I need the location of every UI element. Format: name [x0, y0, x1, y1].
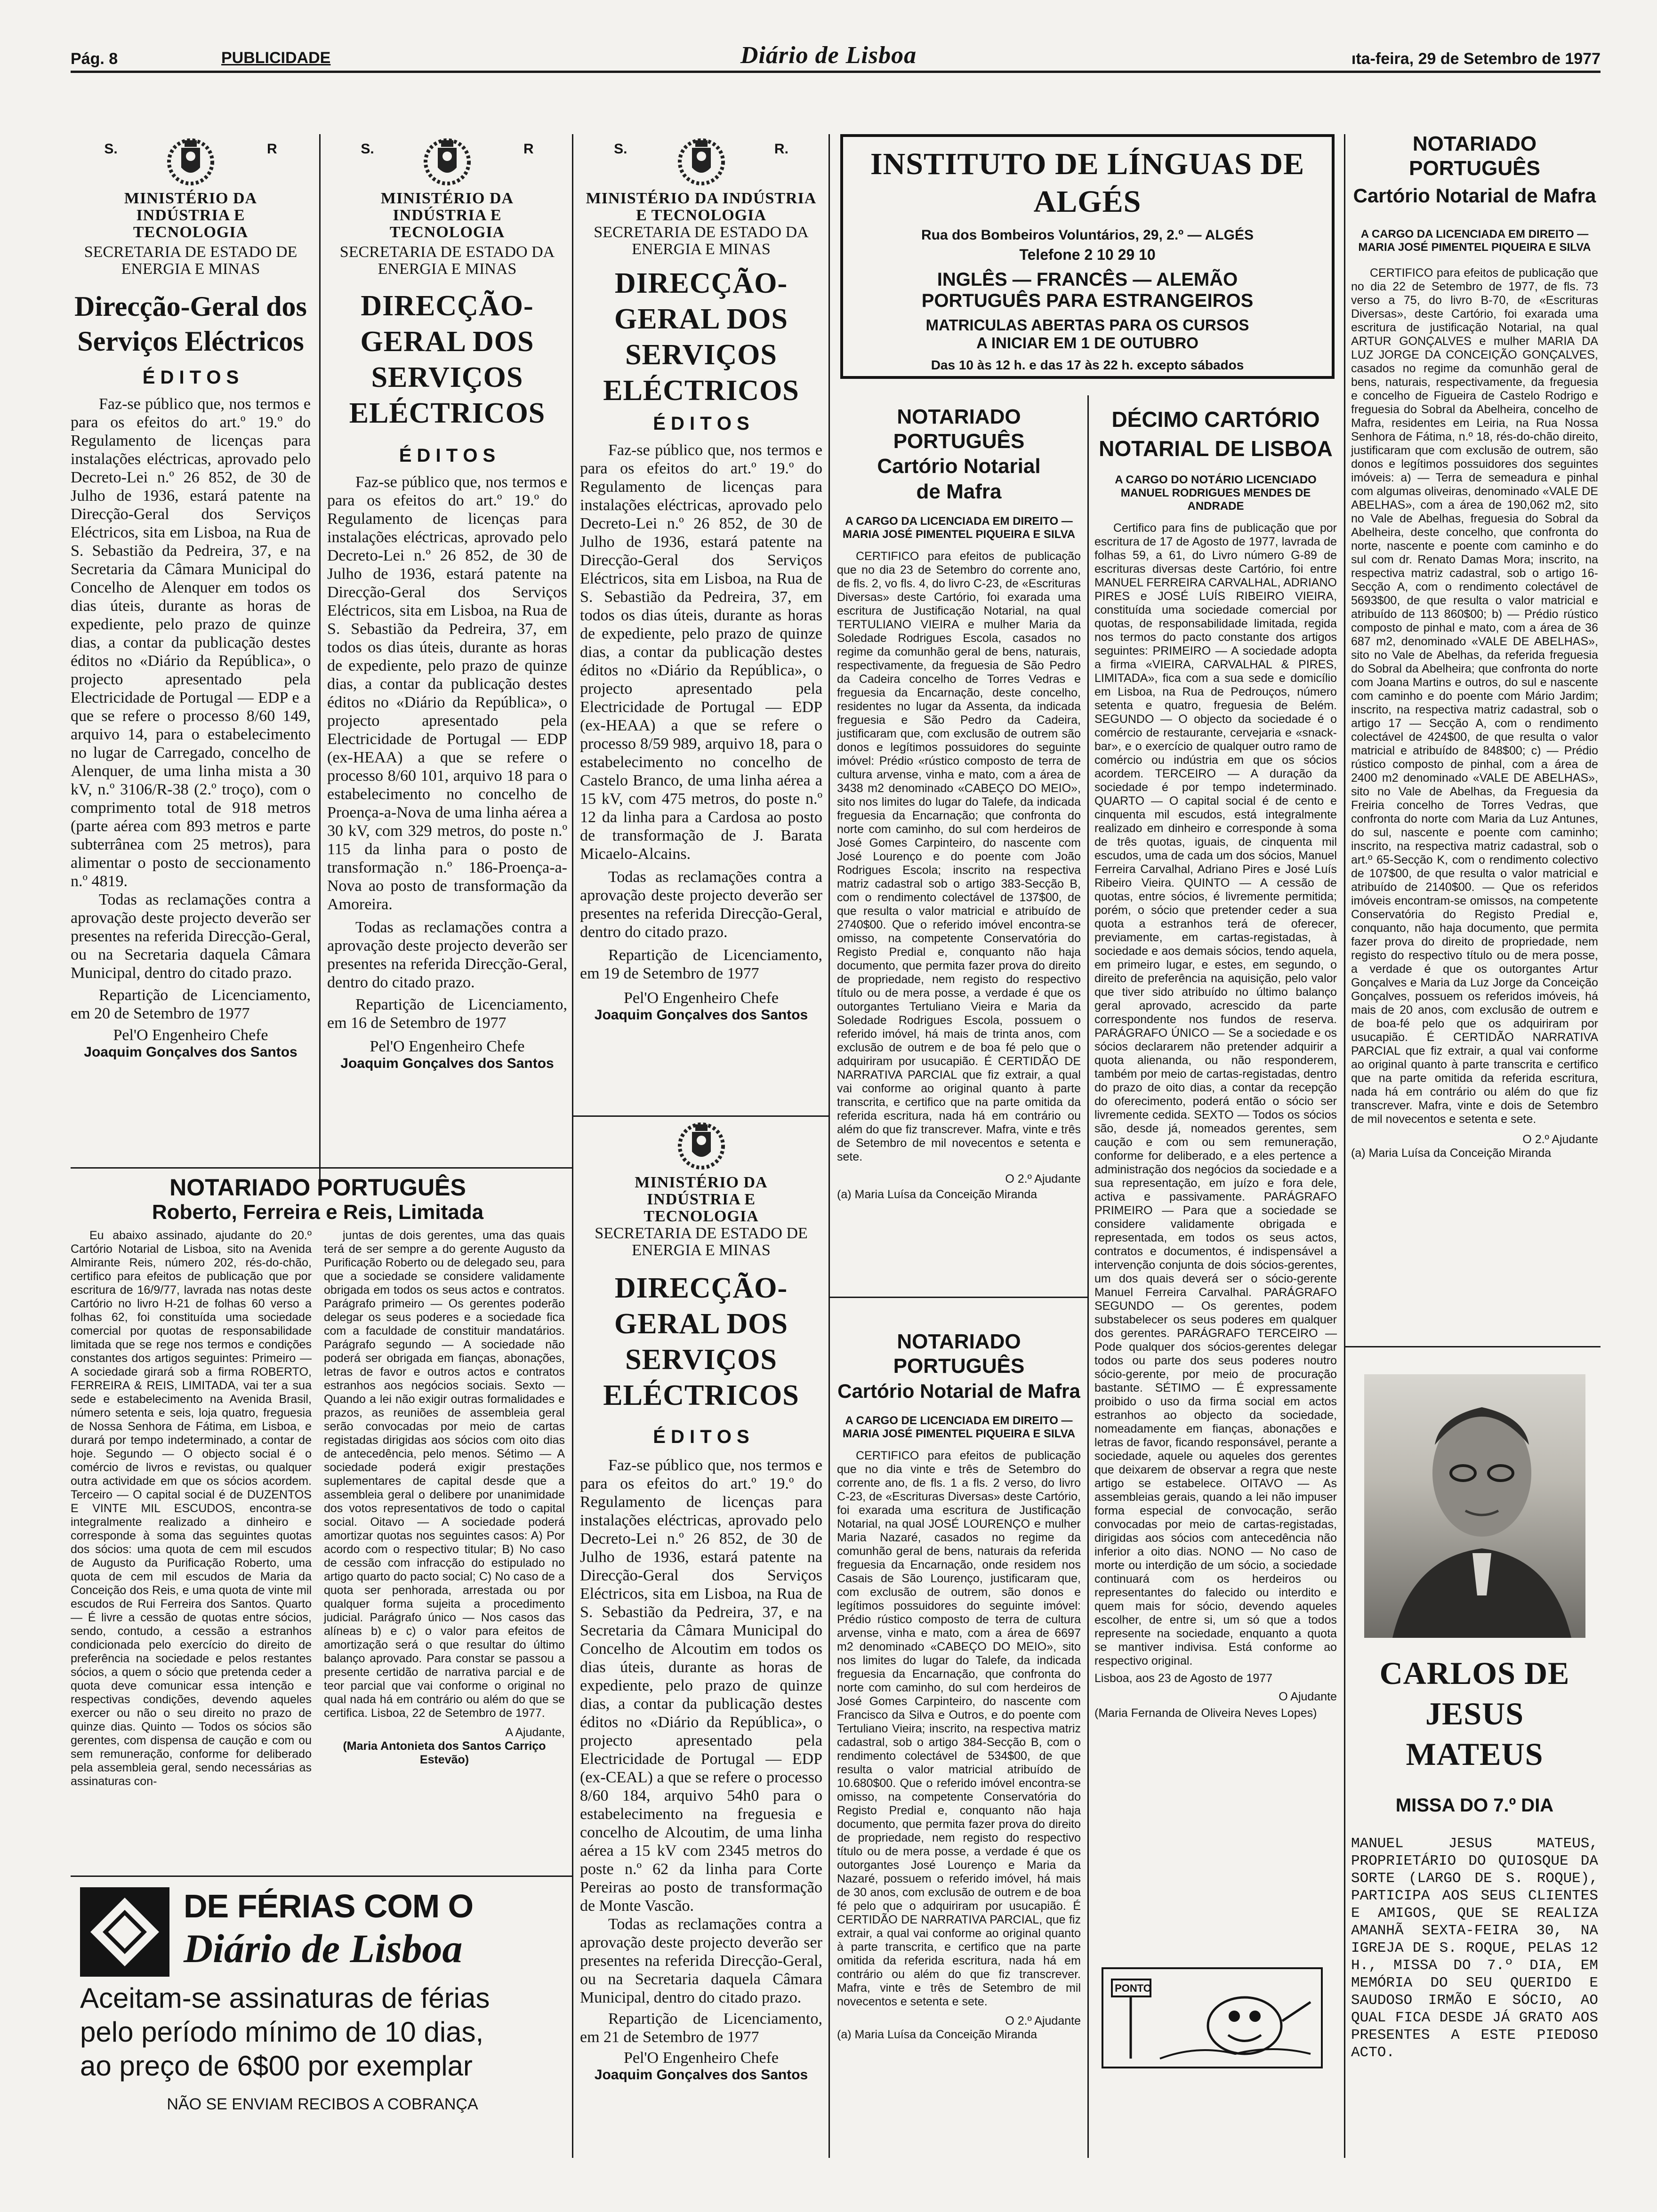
cartorio-header: DÉCIMO CARTÓRIO — [1111, 407, 1320, 432]
ferias-line5: ao preço de 6$00 por exemplar — [80, 2050, 473, 2082]
cargo-line: A CARGO DA LICENCIADA EM DIREITO — MARIA JOSÉ PIMENTEL PIQUEIRA E SILVA — [1358, 228, 1591, 254]
decimo-signer: (Maria Fernanda de Oliveira Neves Lopes) — [1094, 1707, 1317, 1720]
secretaria-name: SECRETARIA DE ESTADO DA ENERGIA E MINAS — [339, 243, 555, 278]
issue-date: ıta-feira, 29 de Setembro de 1977 — [1351, 50, 1601, 68]
crest-letters: S. R — [104, 141, 277, 157]
ferias-line1: DE FÉRIAS COM O — [184, 1888, 474, 1924]
editos-heading: É D I T O S — [653, 1427, 749, 1447]
roberto-signer: (Maria Antonieta dos Santos Carriço Estevão) — [343, 1739, 546, 1766]
instituto-address: Rua dos Bombeiros Voluntários, 29, 2.º — ALGÉS — [921, 227, 1254, 243]
edito-signer: Joaquim Gonçalves dos Santos — [594, 2067, 808, 2083]
mafra-notice-2 — [837, 1330, 1081, 2042]
notariado-header: NOTARIADO PORTUGUÊS — [893, 1330, 1025, 1378]
column-rule — [1344, 134, 1345, 2158]
edito-body: Faz-se público que, nos termos e para os efeitos do art.º 19.º do Regulamento de licenças para instalações eléctricas, aprovado pelo Decreto-Lei n.º 26 852, de 30 de Julho de 1936, estará patente na Direcção-Geral dos Serviços Eléctricos, sita em Lisboa, na Rua de S. Sebastião da Pedreira, 37, em todos os dias úteis, durante as horas de expediente, pelo prazo de quinze dias, a contar da publicação destes éditos no «Diário da República», o projecto apresentado pela Electricidade de Portugal — EDP (ex-HEAA) a que se refere o processo 8/59 989, arquivo 18, para o estabelecimento no concelho de Castelo Branco, de uma linha aérea a 15 kV, com 475 metros, do poste n.º 12 da linha para a Cardosa ao posto de transformação de J. Barata Micaelo-Alcains. — [580, 441, 822, 863]
decimo-body: Certifico para fins de publicação que por escritura de 17 de Agosto de 1977, lavrada de folhas 59, a 61, do Livro número G-89 de escrituras diversas deste Cartório, foi entre MANUEL FERREIRA CARVALHAL, ADRIANO PIRES e JOSÉ LUÍS RIBEIRO VIEIRA, constituída uma sociedade comercial por quotas, de responsabilidade limitada, regida nos termos do pacto constante dos artigos seguintes: PRIMEIRO — A sociedade adopta a firma «VIEIRA, CARVALHAL & PIRES, LIMITADA», fica com a sua sede e domicílio em Lisboa, na Rua de Pedrouços, número setenta e quatro, freguesia de Belém. SEGUNDO — O objecto da sociedade é o comércio de restaurante, cervejaria e «snack-bar», e o exercício de qualquer outro ramo de comércio ou indústria em que os sócios acordem. TERCEIRO — A duração da sociedade é por tempo indeterminado. QUARTO — O capital social é de cento e cinquenta mil escudos, está integralmente realizado em dinheiro e corresponde à soma de três quotas, iguais, de cinquenta mil escudos, uma de cada um dos sócios, Manuel Ferreira Carvalhal, Adriano Pires e José Luís Ribeiro Vieira. QUINTO — A cessão de quotas, entre sócios, é livremente permitida; porém, o sócio que pretender ceder a sua quota a estranhos terá de oferecer, previamente, em cartas-registadas, à sociedade e aos demais sócios, tendo aquela, em primeiro lugar, e estes, em segundo, o direito de preferência na aquisição, pelo valor que tiver sido atribuído no último balanço geral aprovado, acrescido da parte correspondente nos fundos de reserva. PARÁGRAFO ÚNICO — Se a sociedade e os sócios declararem não pretender adquirir a quota alienanda, ou não responderem, também por meio de cartas-registadas, dentro do prazo de oito dias, a contar da recepção do oferecimento, poderá então o sócio ser livremente cedida. SEXTO — Todos os sócios são, desde já, nomeados gerentes, sem caução e com ou sem remuneração, conforme for deliberado, e a eles pertence a administração dos negócios da sociedade e a sua representação, em juízo e fora dele, activa e passivamente. PARÁGRAFO PRIMEIRO — Para que a sociedade se considere validamente obrigada e representada, em todos os seus actos, contratos e documentos, é indispensável a intervenção conjunta de dois sócios-gerentes, um dos quais deverá ser o sócio-gerente Manuel Ferreira Carvalhal. PARÁGRAFO SEGUNDO — Os gerentes, podem substabelecer os seus poderes em qualquer dos gerentes. PARÁGRAFO TERCEIRO — Pode qualquer dos sócios-gerentes delegar todos ou parte dos seus poderes noutro sócio-gerente, por meio de procuração bastante. SÉTIMO — É expressamente proibido o uso da firma social em actos estranhos ao objecto da sociedade, nomeadamente em fianças, abonações e letras de favor, ficando responsável, perante a sociedade, aquele ou aqueles dos gerentes que deixarem de observar a regra que neste artigo se estabelece. OITAVO — As assembleias gerais, quando a lei não impuser forma especial de convocação, serão convocadas por meio de cartas-registadas, dirigidas aos sócios com antecedência não inferior a oito dias. NONO — No caso de morte ou interdição de um sócio, a sociedade continuará com os herdeiros ou representantes do falecido ou interdito e quem mais for sócio, devendo aqueles escolher, de entre si, um só que a todos represente na sociedade, enquanto a quota se mantiver indivisa. Está conforme ao respectivo original. — [1094, 521, 1337, 1667]
editos-heading: É D I T O S — [399, 445, 496, 466]
notariado-header: NOTARIADO PORTUGUÊS — [169, 1174, 466, 1201]
mafra-body: CERTIFICO para efeitos de publicação que no dia vinte e três de Setembro do corrente ano, de fls. 1 a fls. 2 verso, do livro C-23, de «Escrituras Diversas» deste Cartório, foi exarada uma escritura de Justificação Notarial, na qual JOSÉ LOURENÇO e mulher Maria Nazaré, casados no regime da comunhão geral de bens, naturais da referida freguesia da Encarnação, onde residem nos Casais de São Lourenço, justificaram que, com exclusão de outrem, são donos e legítimos possuidores do seguinte imóvel: Prédio rústico composto de terra de cultura arvense, vinha e mato, com a área de 6697 m2 denominado «CABEÇO DO MEIO», sito nos limites do lugar do Talefe, da indicada freguesia da Encarnação, que confronta do norte com caminho, do sul com herdeiros de José Gomes Carpinteiro, do nascente com Francisco da Silva e Outros, e do poente com Tertuliano Vieira; inscrito, na respectiva matriz cadastral, sob o artigo 384-Secção B, com o rendimento colectável de 534$00, de que resulta o valor matricial atribuído de 10.680$00. Que o referido imóvel encontra-se omisso, na competente Conservatória do Registo Predial e, conquanto não haja documento, que permita fazer prova do direito de propriedade, nem registo do respectivo título ou de mera posse, a verdade é que os outorgantes José Lourenço e Maria da Nazaré, possuem o referido imóvel, há mais de 30 anos, com exclusão de outrem e de boa fé pelo que o adquiriram por usucapião. É CERTIDÃO DE NARRATIVA PARCIAL, que fiz extrair, a qual vai conforme ao original quanto à parte transcrita, e certifico que na parte omitida da referida escritura, nada há em contrário ou além do que fiz transcrever. Mafra, vinte e três de Setembro de mil novecentos e setenta e sete. — [837, 1449, 1081, 2008]
instituto-hours: Das 10 às 12 h. e das 17 às 22 h. excepto sábados — [931, 358, 1244, 372]
mafra-signer: (a) Maria Luísa da Conceição Miranda — [837, 1188, 1038, 1201]
edito-chefe: Pel'O Engenheiro Chefe — [623, 989, 779, 1007]
direccao-geral-title: DIRECÇÃO-GERAL DOS SERVIÇOS ELÉCTRICOS — [603, 267, 799, 407]
column-rule — [828, 134, 830, 2158]
decimo-cartorio-notice — [1094, 405, 1337, 1720]
cartoon-box — [1102, 1967, 1323, 2068]
edito-body-2: Todas as reclamações contra a aprovação deste projecto deverão ser presentes na referida Direcção-Geral, ou na Secretaria daquela Câmara Municipal, dentro do citado prazo. — [71, 891, 311, 982]
ferias-line3: Aceitam-se assinaturas de férias — [80, 1982, 490, 2014]
edito-body-2: Todas as reclamações contra a aprovação deste projecto deverão ser presentes na referida Direcção-Geral, dentro do citado prazo. — [580, 868, 822, 941]
mafra-body: CERTIFICO para efeitos de publicação que no dia 23 de Setembro do corrente ano, de fls. 2, vo fls. 4, do livro C-23, de «Escrituras Diversas» deste Cartório, foi exarada uma escritura de Justificação Notarial, na qual TERTULIANO VIEIRA e mulher Maria da Soledade Rodrigues Escola, casados no regime da comunhão geral de bens, naturais, respectivamente, da freguesia de São Pedro da Cadeira concelho de Torres Vedras e freguesia da Encarnação, deste concelho, residentes no lugar da Assenta, da indicada freguesia e São Pedro da Cadeira, justificaram que, com exclusão de outrem são donos e legítimos possuidores do seguinte imóvel: Prédio «rústico composto de terra de cultura arvense, vinha e mato, com a área de 3438 m2 denominado «CABEÇO DO MEIO», sito nos limites do lugar do Talefe, da indicada freguesia da Encarnação; que confronta do norte com caminho, do sul com herdeiros de José Gomes Carpinteiro, do nascente com José Lourenço e do poente com João Rodrigues Escola; inscrito na respectiva matriz cadastral sob o artigo 383-Secção B, com o rendimento colectável de 137$00, de que resulta o valor matricial e atribuído de 2740$00. Que o referido imóvel encontra-se omisso, na competente Conservatória do Registo Predial e, conquanto não haja documento, que permita fazer prova do direito de propriedade, nem registo do respectivo título ou de mera posse, a verdade é que os outorgantes Tertuliano Vieira e Maria da Soledade Rodrigues Escola, possuem o referido imóvel, há mais de trinta anos, com exclusão de outrem e de boa fé pelo que o adquiriram por usucapião. É CERTIDÃO DE NARRATIVA PARCIAL que fiz extrair, a qual vai conforme ao original quanto à parte transcrita, e certifico que na parte omitida da referida escritura, nada há em contrário ou além do que fiz transcrever. Mafra, vinte e três de Setembro de mil novecentos e setenta e sete. — [837, 550, 1081, 1163]
portrait-photo — [1364, 1374, 1585, 1638]
secretaria-name: SECRETARIA DE ESTADO DE ENERGIA E MINAS — [84, 243, 298, 278]
edito-body: Faz-se público que, nos termos e para os efeitos do art.º 19.º do Regulamento de licenças para instalações eléctricas, aprovado pelo Decreto-Lei n.º 26 852, de 30 de Julho de 1936, estará patente na Direcção-Geral dos Serviços Eléctricos, sita em Lisboa, na Rua de S. Sebastião da Pedreira, 37, e na Secretaria da Câmara Municipal do Concelho de Alcoutim em todos os dias úteis, durante as horas de expediente, pelo prazo de quinze dias, a contar da publicação destes éditos no «Diário da República», o projecto apresentado pela Electricidade de Portugal — EDP (ex-CEAL) a que se refere o processo 8/60 184, arquivo 54h0 para o estabelecimento na freguesia e concelho de Alcoutim, de uma linha aérea a 15 kV com 2345 metros do poste n.º 62 da linha para Corte Pereiras ao posto de transformação de Monte Vascão. — [580, 1457, 822, 1915]
ministry-name: MINISTÉRIO DA INDÚSTRIA E TECNOLOGIA — [635, 1174, 768, 1225]
edito-chefe: Pel'O Engenheiro Chefe — [113, 1026, 268, 1044]
direccao-geral-title: DIRECÇÃO-GERAL DOS SERVIÇOS ELÉCTRICOS — [603, 1272, 799, 1411]
section-rule — [828, 1297, 1087, 1298]
section-label: PUBLICIDADE — [221, 49, 331, 67]
edito-signer: Joaquim Gonçalves dos Santos — [84, 1044, 298, 1060]
edito-notice-2 — [327, 141, 567, 1072]
roberto-ajudante: A Ajudante, — [505, 1726, 565, 1739]
edito-body-2: Todas as reclamações contra a aprovação deste projecto deverão ser presentes na referida Direcção-Geral, dentro do citado prazo. — [327, 919, 567, 991]
edito-notice-1 — [71, 141, 311, 1060]
page-number: Pág. 8 — [71, 50, 118, 68]
editos-heading: É D I T O S — [142, 367, 239, 388]
column-rule — [572, 134, 573, 2158]
section-rule — [71, 1167, 572, 1169]
coat-of-arms-icon — [165, 134, 217, 190]
ferias-masthead: Diário de Lisboa — [184, 1926, 463, 1971]
mafra-body: CERTIFICO para efeitos de publicação que no dia 22 de Setembro de 1977, de fls. 73 verso a 75, do livro B-70, de «Escrituras Diversas», deste Cartório, foi exarada uma escritura de justificação Notarial, na qual ARTUR GONÇALVES e mulher MARIA DA LUZ JORGE DA CONCEIÇÃO GONÇALVES, casados no regime da comunhão geral de bens, naturais, respectivamente, da freguesia e concelho de Figueira de Castelo Rodrigo e freguesia do Sobral da Abelheira, concelho de Mafra, residentes em Leiria, na Rua Nossa Senhora de Fátima, n.º 18, rés-do-chão direito, justificaram que com exclusão de outrem, são donos e legítimos possuidores dos seguintes imóveis: a) — Terra de semeadura e pinhal com algumas oliveiras, denominado «VALE DE ABELHAS», com a área de 190,062 m2, sito no Vale de Abelhas, freguesia do Sobral da Abelheira, deste concelho, que confronta do norte, nascente e poente com caminho e do sul com dr. Renato Damas Mora; inscrito, na respectiva matriz cadastral, sob o artigo 16-Secção A, com o rendimento colectável de 5693$00, de que resulta o valor matricial e atribuído de 113 860$00; b) — Prédio rústico composto de pinhal e mato, com a área de 36 687 m2, denominado «VALE DE ABELHAS», sito no Vale de Abelhas, da referida freguesia do Sobral da Abelheira; que confronta do norte com Joana Martins e outros, do sul e nascente com caminho e do poente com Mário Jardim; inscrito, na respectiva matriz cadastral, sob o artigo 17 — Secção A, com o rendimento colectável de 424$00, de que resulta o valor matricial e atribuído de 848$00; c) — Prédio rústico composto de pinhal, com a área de 2400 m2 denominado «VALE DE ABELHAS», sito no Vale de Abelhas, da Freguesia da Freiria concelho de Torres Vedras, que confronta do norte com Maria da Luz Antunes, do sul, nascente e poente com caminho; inscrito, na respectiva matriz cadastral, sob o art.º 65-Secção K, com o rendimento colectivo de 107$00, de que resulta o valor matricial e atribuído de 2140$00. — Que os referidos imóveis encontram-se omissos, na competente Conservatória do Registo Predial e, conquanto, não haja documento, que permita fazer prova do direito de propriedade, nem registo do respectivo título ou de mera posse, a verdade é que os outorgantes Artur Gonçalves e Maria da Luz Jorge da Conceição Gonçalves, possuem os referidos imóveis, há mais de 20 anos, com exclusão de outrem e de boa-fé pelo que os adquiriram por usucapião. É CERTIDÃO NARRATIVA PARCIAL que fiz extrair, a qual vai conforme ao original quanto à parte transcrita e certifico que na parte omitida da referida escritura, nada há em contrário ou além do que fiz transcrever. Mafra, vinte e dois de Setembro de mil novecentos e setenta e sete. — [1351, 266, 1598, 1126]
edito-signer: Joaquim Gonçalves dos Santos — [594, 1007, 808, 1023]
missa-heading: MISSA DO 7.º DIA — [1395, 1795, 1554, 1816]
edito-chefe: Pel'O Engenheiro Chefe — [623, 2049, 779, 2067]
notariado-header: NOTARIADO PORTUGUÊS — [893, 405, 1025, 453]
ferias-line4: pelo período mínimo de 10 dias, — [80, 2016, 484, 2048]
cargo-line: A CARGO DA LICENCIADA EM DIREITO — MARIA JOSÉ PIMENTEL PIQUEIRA E SILVA — [842, 515, 1076, 541]
mafra-ajudante: O 2.º Ajudante — [1005, 2014, 1081, 2028]
cargo-line: A CARGO DO NOTÁRIO LICENCIADO MANUEL RODRIGUES MENDES DE ANDRADE — [1115, 473, 1317, 513]
mafra-signer: (a) Maria Luísa da Conceição Miranda — [1351, 1146, 1552, 1160]
edito-date: Repartição de Licenciamento, em 19 de Setembro de 1977 — [580, 946, 822, 982]
company-name: Roberto, Ferreira e Reis, Limitada — [152, 1201, 484, 1224]
portrait-icon — [1364, 1374, 1585, 1638]
instituto-foreign: PORTUGUÊS PARA ESTRANGEIROS — [921, 290, 1254, 311]
mafra-ajudante: O 2.º Ajudante — [1522, 1133, 1598, 1146]
roberto-body-col1: Eu abaixo assinado, ajudante do 20.º Cartório Notarial de Lisboa, sito na Avenida Almirante Reis, número 202, rés-do-chão, certifico para efeitos de publicação que por escritura de 16/9/77, lavrada nas notas deste Cartório no livro H-21 de folhas 60 verso a folhas 62, foi constituída uma sociedade comercial por quotas de responsabilidade limitada que se rege nos termos e condições constantes dos artigos seguintes: Primeiro — A sociedade girará sob a firma ROBERTO, FERREIRA & REIS, LIMITADA, vai ter a sua sede e estabelecimento na Avenida Brasil, número setenta e seis, loja quatro, freguesia de Nossa Senhora de Fátima, em Lisboa, e durará por tempo indeterminado, a contar de hoje. Segundo — O objecto social é o comércio de livros e revistas, ou qualquer outra actividade em que os sócios acordem. Terceiro — O capital social é de DUZENTOS E VINTE MIL ESCUDOS, encontra-se integralmente realizado a dinheiro e corresponde à soma das seguintes quotas dos sócios: uma quota de cem mil escudos de Augusto da Purificação Roberto, uma quota de cem mil escudos de Maria da Conceição dos Reis, e uma quota de vinte mil escudos de Rui Ferreira dos Santos. Quarto — É livre a cessão de quotas entre sócios, sendo, contudo, a cessão a estranhos condicionada pelo exercício do direito de preferência na sociedade e pelos restantes sócios, a quem o sócio que pretenda ceder a quota deve comunicar essa intenção e respectivas condições, devendo aqueles exercer ou não o seu direito no prazo de quinze dias. Quinto — Todos os sócios são gerentes, com dispensa de caução e com ou sem remuneração, conforme for deliberado pela assembleia geral, sendo necessárias as assinaturas con- — [71, 1229, 312, 1788]
instituto-ad — [840, 134, 1335, 379]
mafra-notice-3 — [1351, 132, 1598, 1160]
edito-body: Faz-se público que, nos termos e para os efeitos do art.º 19.º do Regulamento de licenças para instalações eléctricas, aprovado pelo Decreto-Lei n.º 26 852, de 30 de Julho de 1936, estará patente na Direcção-Geral dos Serviços Eléctricos, sita em Lisboa, na Rua de S. Sebastião da Pedreira, 37, e na Secretaria da Câmara Municipal do Concelho de Alenquer em todos os dias úteis, durante as horas de expediente, pelo prazo de quinze dias, a contar da publicação destes éditos no «Diário da República», o projecto apresentado pela Electricidade de Portugal — EDP e a que se refere o processo 8/60 149, arquivo 14, para o estabelecimento no lugar de Carregado, concelho de Alenquer, de uma linha mista a 30 kV, n.º 3106/R-38 (2.º troço), com o comprimento total de 918 metros (parte aérea com 893 metros e parte subterrânea com 25 metros), para alimentar o posto de seccionamento n.º 4819. — [71, 395, 311, 890]
edito-signer: Joaquim Gonçalves dos Santos — [340, 1056, 554, 1071]
instituto-inicio: A INICIAR EM 1 DE OUTUBRO — [976, 334, 1199, 352]
cartorio-header-2: NOTARIAL DE LISBOA — [1099, 436, 1333, 461]
header-rule — [71, 71, 1601, 73]
ferias-ad — [80, 1887, 565, 2170]
obituary-body: MANUEL JESUS MATEUS, PROPRIETÁRIO DO QUIOSQUE DA SORTE (LARGO DE S. ROQUE), PARTICIPA AOS SEUS CLIENTES E AMIGOS, QUE SE REALIZA AMANHÃ SEXTA-FEIRA 30, NA IGREJA DE S. ROQUE, PELAS 12 H., MISSA DO 7.º DIA, EM MEMÓRIA DO SEU QUERIDO E SAUDOSO IRMÃO E SÓCIO, AO QUAL FICA DESDE JÁ GRATO AOS PRESENTES A ESTE PIEDOSO ACTO. — [1351, 1835, 1598, 2061]
edito-notice-3 — [580, 141, 822, 1023]
cargo-line: A CARGO DE LICENCIADA EM DIREITO — MARIA JOSÉ PIMENTEL PIQUEIRA E SILVA — [842, 1414, 1076, 1440]
cartoon-sign-text: PONTO — [1115, 1982, 1151, 1994]
section-rule — [572, 1115, 828, 1117]
crest-letters: S. R. — [614, 141, 788, 157]
secretaria-name: SECRETARIA DE ESTADO DE ENERGIA E MINAS — [595, 1225, 808, 1259]
section-rule — [71, 1875, 572, 1877]
instituto-matriculas: MATRICULAS ABERTAS PARA OS CURSOS — [925, 316, 1249, 334]
instituto-languages: INGLÊS — FRANCÊS — ALEMÃO — [937, 269, 1238, 290]
secretaria-name: SECRETARIA DE ESTADO DA ENERGIA E MINAS — [594, 224, 809, 258]
edito-chefe: Pel'O Engenheiro Chefe — [370, 1038, 525, 1055]
deceased-name-2: MATEUS — [1406, 1736, 1544, 1772]
mafra-notice-1 — [837, 405, 1081, 1202]
notariado-header: NOTARIADO PORTUGUÊS — [1409, 132, 1540, 180]
edito-body: Faz-se público que, nos termos e para os efeitos do art.º 19.º do Regulamento de licenças para instalações eléctricas, aprovado pelo Decreto-Lei n.º 26 852, de 30 de Julho de 1936, estará patente na Direcção-Geral dos Serviços Eléctricos, sita em Lisboa, na Rua de S. Sebastião da Pedreira, 37, em todos os dias úteis, durante as horas de expediente, pelo prazo de quinze dias, a contar da publicação destes éditos no «Diário da República», o projecto apresentado pela Electricidade de Portugal — EDP (ex-HEAA) a que se refere o processo 8/60 101, arquivo 18 para o estabelecimento no concelho de Proença-a-Nova de uma linha aérea a 30 kV, com 329 metros, do poste n.º 115 da linha para o posto de transformação n.º 186-Proença-a-Nova ao posto de transformação da Amoreira. — [327, 473, 567, 913]
cartorio-name: Cartório Notarial de Mafra — [1353, 184, 1596, 207]
ministry-name: MINISTÉRIO DA INDÚSTRIA E TECNOLOGIA — [586, 190, 817, 224]
mafra-ajudante: O 2.º Ajudante — [1005, 1172, 1081, 1186]
roberto-notice — [71, 1174, 565, 1788]
coat-of-arms-icon — [676, 1118, 727, 1174]
column-rule — [319, 134, 321, 1184]
instituto-title: INSTITUTO DE LÍNGUAS DE ALGÉS — [870, 147, 1305, 219]
column-rule — [1087, 395, 1089, 2158]
edito-date: Repartição de Licenciamento, em 21 de Setembro de 1977 — [580, 2010, 822, 2046]
coat-of-arms-icon — [421, 134, 473, 190]
edito-date: Repartição de Licenciamento, em 16 de Setembro de 1977 — [327, 996, 567, 1032]
coat-of-arms-icon — [676, 134, 727, 190]
obituary-notice — [1351, 1374, 1598, 2061]
section-rule — [1344, 1346, 1601, 1347]
edito-body-2: Todas as reclamações contra a aprovação deste projecto deverão ser presentes na referida Direcção-Geral, ou na Secretaria daquela Câmara Municipal, dentro do citado prazo. — [580, 1915, 822, 2006]
masthead: Diário de Lisboa — [740, 42, 917, 69]
edito-date: Repartição de Licenciamento, em 20 de Setembro de 1977 — [71, 986, 311, 1022]
editos-heading: É D I T O S — [653, 413, 749, 434]
roberto-body-col2: juntas de dois gerentes, uma das quais terá de ser sempre a do gerente Augusto da Purificação Roberto ou de delegado seu, para que a sociedade se considere validamente obrigada em todos os seus actos e contratos. Parágrafo primeiro — Os gerentes poderão delegar os seus poderes e a sociedade fica com a faculdade de constituir mandatários. Parágrafo segundo — A sociedade não poderá ser obrigada em fianças, abonações, letras de favor e outros actos e contratos estranhos aos negócios sociais. Sexto — Quando a lei não exigir outras formalidades e prazos, as reuniões de assembleia geral serão convocadas por meio de cartas registadas dirigidas aos sócios com oito dias de antecedência, pelo menos. Sétimo — A sociedade poderá exigir prestações suplementares de capital desde que a assembleia geral o delibere por unanimidade dos votos representativos de todo o capital social. Oitavo — A sociedade poderá amortizar quotas nos seguintes casos: A) Por acordo com o respectivo titular; B) No caso de cessão com infracção do estipulado no artigo quarto do pacto social; C) No caso de a quota ser penhorada, arrestada ou por qualquer forma sujeita a procedimento judicial. Parágrafo único — Nos casos das alíneas b) e c) o valor para efeitos de amortização será o que resultar do último balanço aprovado. Para constar se passou a presente certidão de narrativa parcial e de teor parcial que vai conforme o original no qual nada há em contrário ou além do que se certifica. Lisboa, 22 de Setembro de 1977. — [324, 1229, 565, 1720]
instituto-phone: Telefone 2 10 29 10 — [1019, 246, 1156, 263]
direccao-geral-title: Direcção-Geral dos Serviços Eléctricos — [74, 291, 307, 357]
direccao-geral-title: DIRECÇÃO-GERAL DOS SERVIÇOS ELÉCTRICOS — [349, 290, 546, 429]
cartorio-name: Cartório Notarial de Mafra — [837, 1380, 1080, 1402]
mafra-signer: (a) Maria Luísa da Conceição Miranda — [837, 2028, 1038, 2041]
decimo-ajudante: O Ajudante — [1279, 1690, 1337, 1703]
crest-letters: S. R — [361, 141, 534, 157]
ministry-name: MINISTÉRIO DA INDÚSTRIA E TECNOLOGIA — [124, 190, 257, 241]
cartorio-name: Cartório Notarial de Mafra — [877, 455, 1041, 503]
ministry-name: MINISTÉRIO DA INDÚSTRIA E TECNOLOGIA — [380, 190, 514, 241]
diario-logo-icon — [80, 1887, 169, 1977]
edito-notice-4 — [580, 1118, 822, 2083]
decimo-date: Lisboa, aos 23 de Agosto de 1977 — [1094, 1672, 1273, 1685]
ferias-note: NÃO SE ENVIAM RECIBOS A COBRANÇA — [167, 2095, 478, 2113]
deceased-name: CARLOS DE JESUS — [1379, 1655, 1570, 1731]
